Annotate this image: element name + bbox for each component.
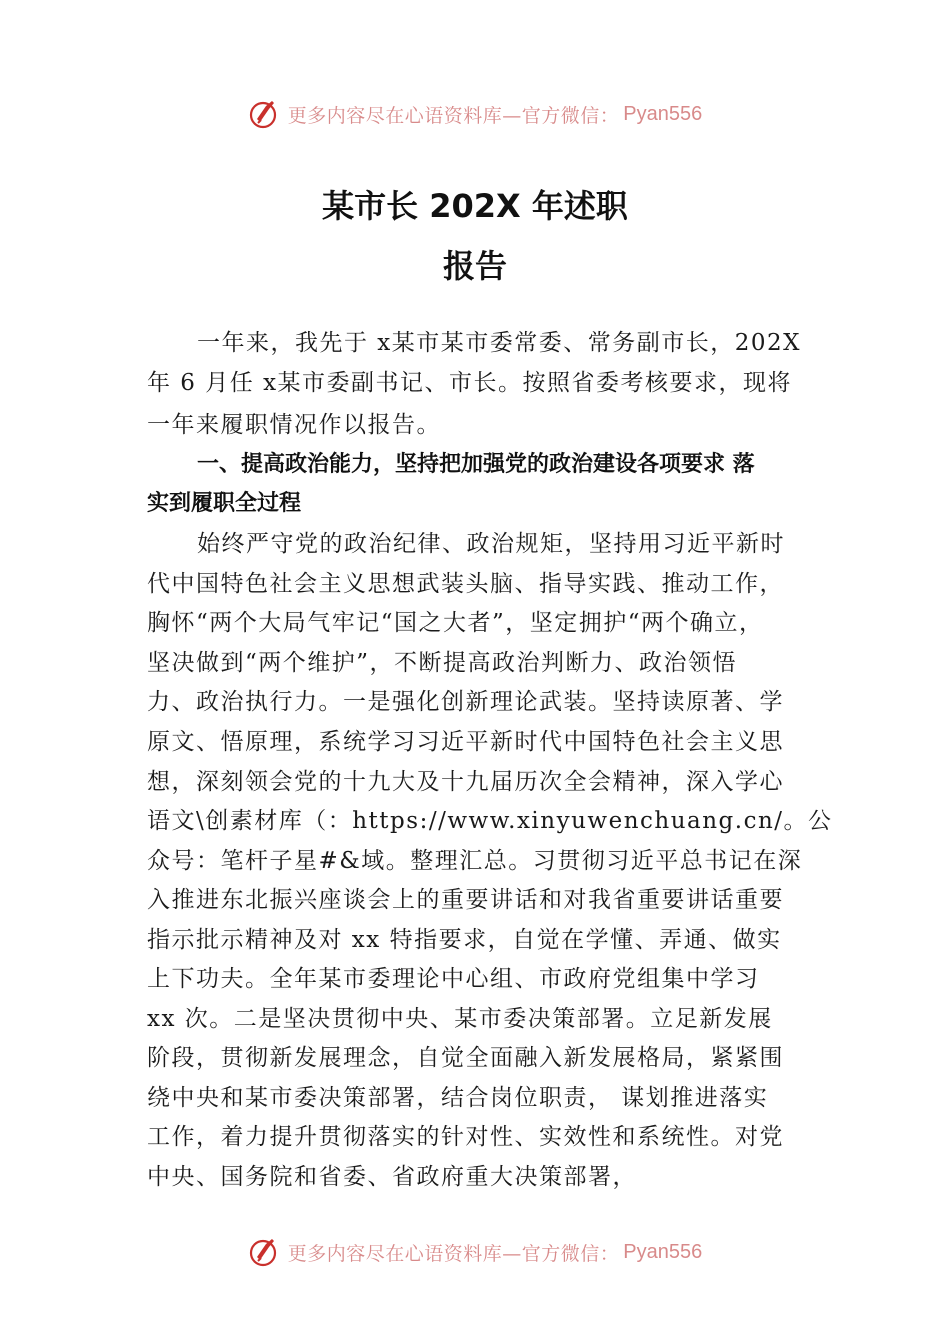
pen-seal-logo-icon	[248, 97, 282, 131]
document-title-line2: 报告	[442, 247, 507, 285]
watermark-banner-top	[0, 94, 950, 134]
paragraph-line: 年 6 月任 x某市委副书记、市长。按照省委考核要求，现将	[147, 370, 793, 396]
pen-seal-logo-icon	[248, 1235, 282, 1269]
watermark-text-cn: 更多内容尽在心语资料库—官方微信：	[287, 104, 620, 127]
paragraph-line: 指示批示精神及对 xx 特指要求，自觉在学懂、弄通、做实	[147, 927, 782, 953]
paragraph-line: 想，深刻领会党的十九大及十九届历次全会精神，深入学心	[147, 769, 784, 795]
watermark-wechat-id: Pyan556	[623, 1240, 703, 1263]
paragraph-line: 上下功夫。全年某市委理论中心组、市政府党组集中学习	[147, 966, 760, 992]
paragraph-line: 绕中央和某市委决策部署，结合岗位职责， 谋划推进落实	[147, 1085, 769, 1111]
paragraph-line: 原文、悟原理，系统学习习近平新时代中国特色社会主义思	[147, 729, 784, 755]
document-title-line1: 某市长 202X 年述职	[322, 187, 628, 225]
watermark-text-cn: 更多内容尽在心语资料库—官方微信：	[287, 1242, 620, 1265]
section-heading-line: 实到履职全过程	[147, 491, 302, 516]
paragraph-line: 始终严守党的政治纪律、政治规矩，坚持用习近平新时	[197, 531, 785, 557]
paragraph-line: xx 次。二是坚决贯彻中央、某市委决策部署。立足新发展	[147, 1006, 773, 1032]
paragraph-line: 众号：笔杆子星#&域。整理汇总。习贯彻习近平总书记在深	[147, 848, 803, 874]
paragraph-line: 一年来，我先于 x某市某市委常委、常务副市长，202X	[197, 330, 802, 356]
paragraph-line: 坚决做到“两个维护”，不断提高政治判断力、政治领悟	[147, 650, 738, 676]
paragraph-line: 语文\创素材库（：https://www.xinyuwenchuang.cn/。公	[147, 808, 833, 834]
paragraph-line: 阶段，贯彻新发展理念，自觉全面融入新发展格局，紧紧围	[147, 1045, 784, 1071]
paragraph-line: 代中国特色社会主义思想武装头脑、指导实践、推动工作，	[147, 571, 784, 597]
paragraph-line: 中央、国务院和省委、省政府重大决策部署，	[147, 1164, 637, 1190]
paragraph-line: 力、政治执行力。一是强化创新理论武装。坚持读原著、学	[147, 689, 784, 715]
paragraph-line: 一年来履职情况作以报告。	[147, 412, 441, 438]
paragraph-line: 胸怀“两个大局气牢记“国之大者”，坚定拥护“两个确立，	[147, 610, 764, 636]
paragraph-line: 工作，着力提升贯彻落实的针对性、实效性和系统性。对党	[147, 1124, 784, 1150]
section-heading-line: 一、提高政治能力，坚持把加强党的政治建设各项要求 落	[197, 452, 755, 477]
paragraph-line: 入推进东北振兴座谈会上的重要讲话和对我省重要讲话重要	[147, 887, 784, 913]
watermark-banner-bottom	[0, 1232, 950, 1272]
watermark-wechat-id: Pyan556	[623, 102, 703, 125]
